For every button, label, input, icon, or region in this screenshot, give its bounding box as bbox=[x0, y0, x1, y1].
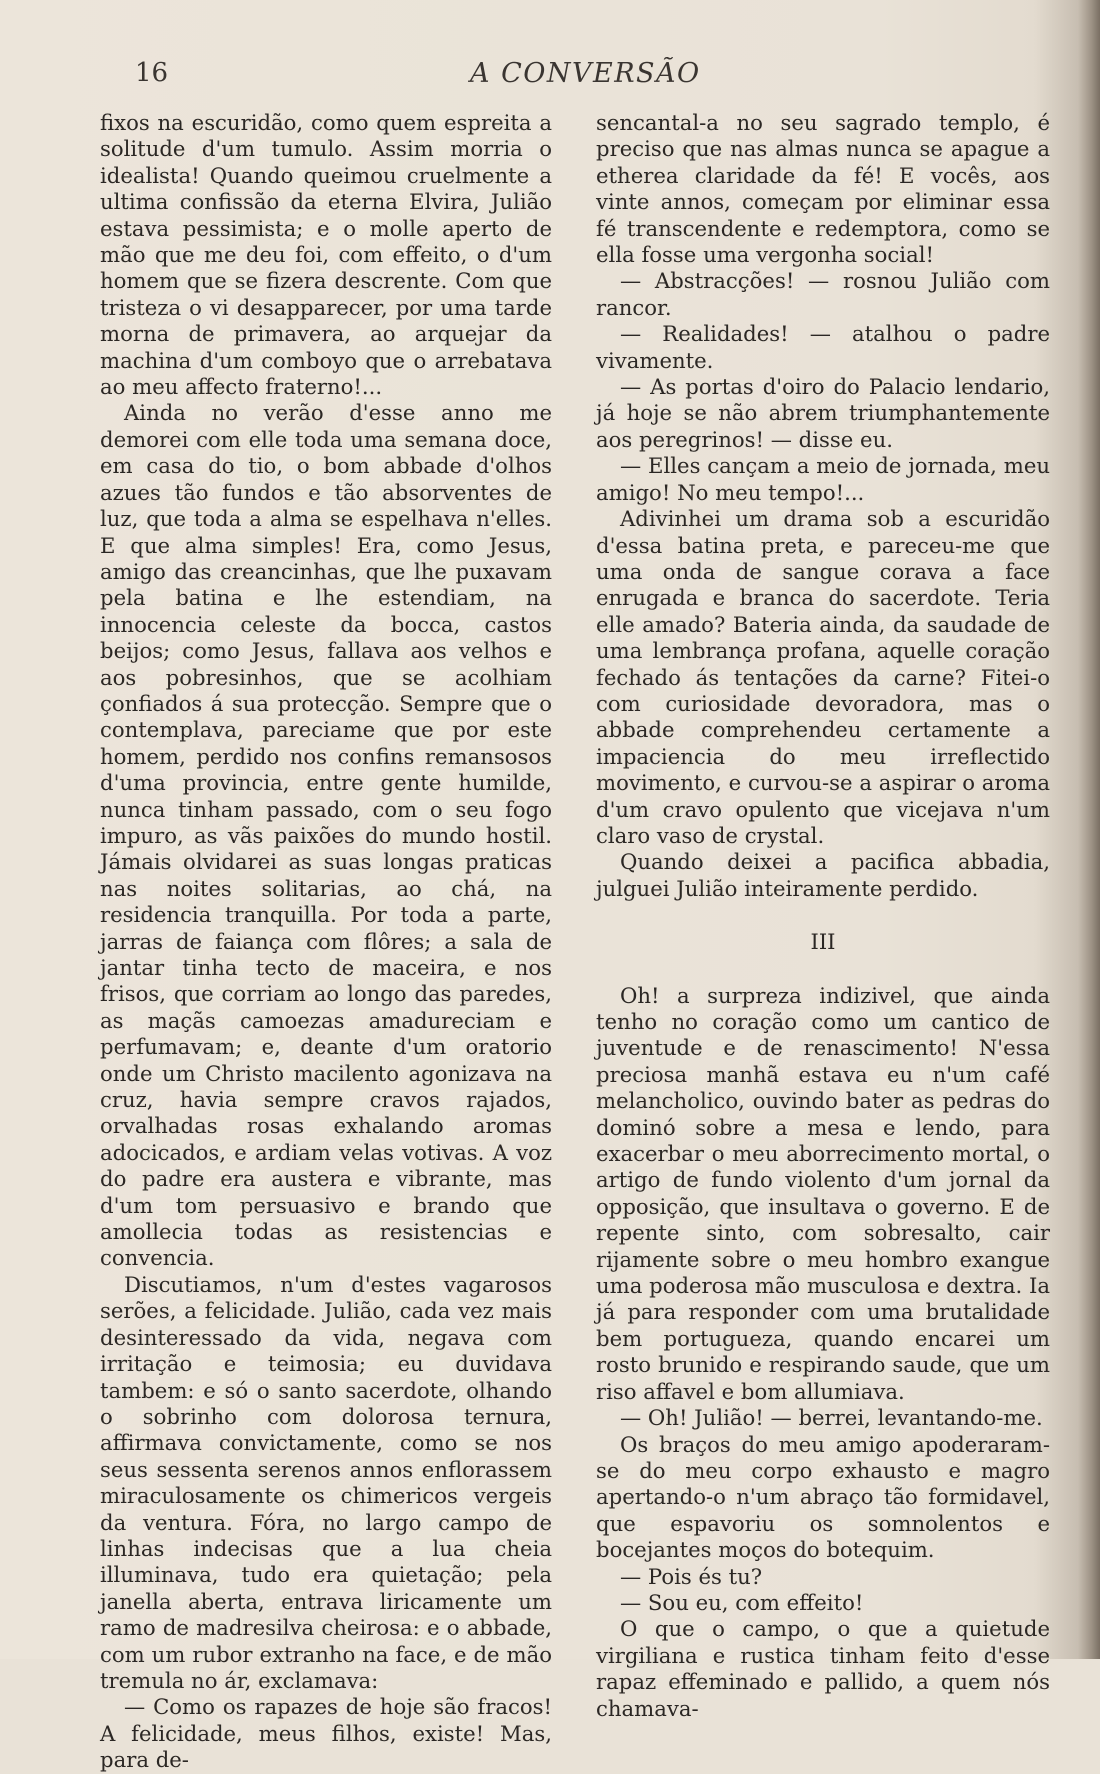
paragraph: Discutiamos, n'um d'estes vagarosos serões, a felicidade. Julião, cada vez mais desinteressado da vida, negava com irritação e teimosia; eu duvidava tambem: e só o santo sacerdote, olhando o sobrinho com dolorosa ternura, affirmava convictamente, como se nos seus sessenta serenos annos enflorassem miraculosamente os chimericos vergeis da ventura. Fóra, no largo campo de linhas indecisas que a lua cheia illuminava, tudo era quietação; pela janella aberta, entrava liricamente um ramo de madresilva cheirosa: e o abbade, com um rubor extranho na face, e de mão tremula no ár, exclamava: bbox=[100, 1271, 552, 1693]
paragraph: Os braços do meu amigo apoderaram-se do meu corpo exhausto e magro apertando-o n'um abraço tão formidavel, que espavoriu os somnolentos e bocejantes moços do botequim. bbox=[596, 1431, 1050, 1563]
paragraph: Oh! a surpreza indizivel, que ainda tenho no coração como um cantico de juventude e de renascimento! N'essa preciosa manhã estava eu n'um café melancholico, ouvindo bater as pedras do dominó sobre a mesa e lendo, para exacerbar o meu aborrecimento mortal, o artigo de fundo violento d'um jornal da opposição, que insultava o governo. E de repente sinto, com sobresalto, cair rijamente sobre o meu hombro exangue uma poderosa mão musculosa e dextra. Ia já para responder com uma brutalidade bem portugueza, quando encarei um rosto brunido e respirando saude, que um riso affavel e bom allumiava. bbox=[596, 982, 1050, 1404]
paragraph: — Como os rapazes de hoje são fracos! A felicidade, meus filhos, existe! Mas, para de- bbox=[100, 1694, 552, 1773]
page-header bbox=[0, 58, 1100, 98]
section-heading: III bbox=[810, 930, 836, 955]
page-number: 16 bbox=[135, 58, 169, 88]
paragraph: sencantal-a no seu sagrado templo, é preciso que nas almas nunca se apague a etherea claridade da fé! E vocês, aos vinte annos, começam por eliminar essa fé transcendente e redemptora, como se ella fosse uma vergonha social! bbox=[596, 110, 1050, 268]
paragraph: — As portas d'oiro do Palacio lendario, já hoje se não abrem triumphantemente aos peregrinos! — disse eu. bbox=[596, 374, 1050, 452]
running-title: A CONVERSÃO bbox=[470, 58, 701, 89]
paragraph: Adivinhei um drama sob a escuridão d'essa batina preta, e pareceu-me que uma onda de sangue corava a face enrugada e branca do sacerdote. Teria elle amado? Bateria ainda, da saudade de uma lembrança profana, aquelle coração fechado ás tentações da carne? Fitei-o com curiosidade devoradora, mas o abbade comprehendeu certamente a impaciencia do meu irreflectido movimento, e curvou-se a aspirar o aroma d'um cravo opulento que vicejava n'um claro vaso de crystal. bbox=[596, 506, 1050, 848]
paragraph: — Elles cançam a meio de jornada, meu amigo! No meu tempo!... bbox=[596, 453, 1050, 505]
left-text-column bbox=[100, 110, 552, 1774]
paragraph: Ainda no verão d'esse anno me demorei com elle toda uma semana doce, em casa do tio, o bom abbade d'olhos azues tão fundos e tão absorventes de luz, que toda a alma se espelhava n'elles. E que alma simples! Era, como Jesus, amigo das creancinhas, que lhe puxavam pela batina e lhe estendiam, na innocencia celeste da bocca, castos beijos; como Jesus, fallava aos velhos e aos pobresinhos, que se acolhiam çonfiados á sua protecção. Sempre que o contemplava, pareciame que por este homem, perdido nos confins remansosos d'uma provincia, entre gente humilde, nunca tinham passado, com o seu fogo impuro, as vãs paixões do mundo hostil. Jámais olvidarei as suas longas praticas nas noites solitarias, ao chá, na residencia tranquilla. Por toda a parte, jarras de faiança com flôres; a sala de jantar tinha tecto de maceira, e nos frisos, que corriam ao longo das paredes, as maçãs camoezas amadureciam e perfumavam; e, deante d'um oratorio onde um Christo macilento agonizava na cruz, havia sempre cravos rajados, orvalhadas rosas exhalando aromas adocicados, e ardiam velas votivas. A voz do padre era austera e vibrante, mas d'um tom persuasivo e brando que amollecia todas as resistencias e convencia. bbox=[100, 400, 552, 1271]
paragraph: — Realidades! — atalhou o padre vivamente. bbox=[596, 321, 1050, 373]
paragraph: — Pois és tu? bbox=[620, 1563, 763, 1589]
paragraph: fixos na escuridão, como quem espreita a solitude d'um tumulo. Assim morria o idealista! Quando queimou cruelmente a ultima confissão da eterna Elvira, Julião estava pessimista; e o molle aperto de mão que me deu foi, com effeito, o d'um homem que se fizera descrente. Com que tristeza o vi desapparecer, por uma tarde morna de primavera, ao arquejar da machina d'um comboyo que o arrebatava ao meu affecto fraterno!... bbox=[100, 110, 552, 400]
paragraph: O que o campo, o que a quietude virgiliana e rustica tinham feito d'esse rapaz effeminado e pallido, a quem nós chamava- bbox=[596, 1616, 1050, 1721]
paragraph: — Abstracções! — rosnou Julião com rancor. bbox=[596, 268, 1050, 320]
right-text-column bbox=[596, 110, 1050, 1722]
paragraph: — Oh! Julião! — berrei, levantando-me. bbox=[620, 1405, 1043, 1431]
page-edge-shadow bbox=[1078, 0, 1100, 1659]
paragraph: — Sou eu, com effeito! bbox=[620, 1589, 864, 1615]
paragraph: Quando deixei a pacifica abbadia, julguei Julião inteiramente perdido. bbox=[596, 849, 1050, 901]
